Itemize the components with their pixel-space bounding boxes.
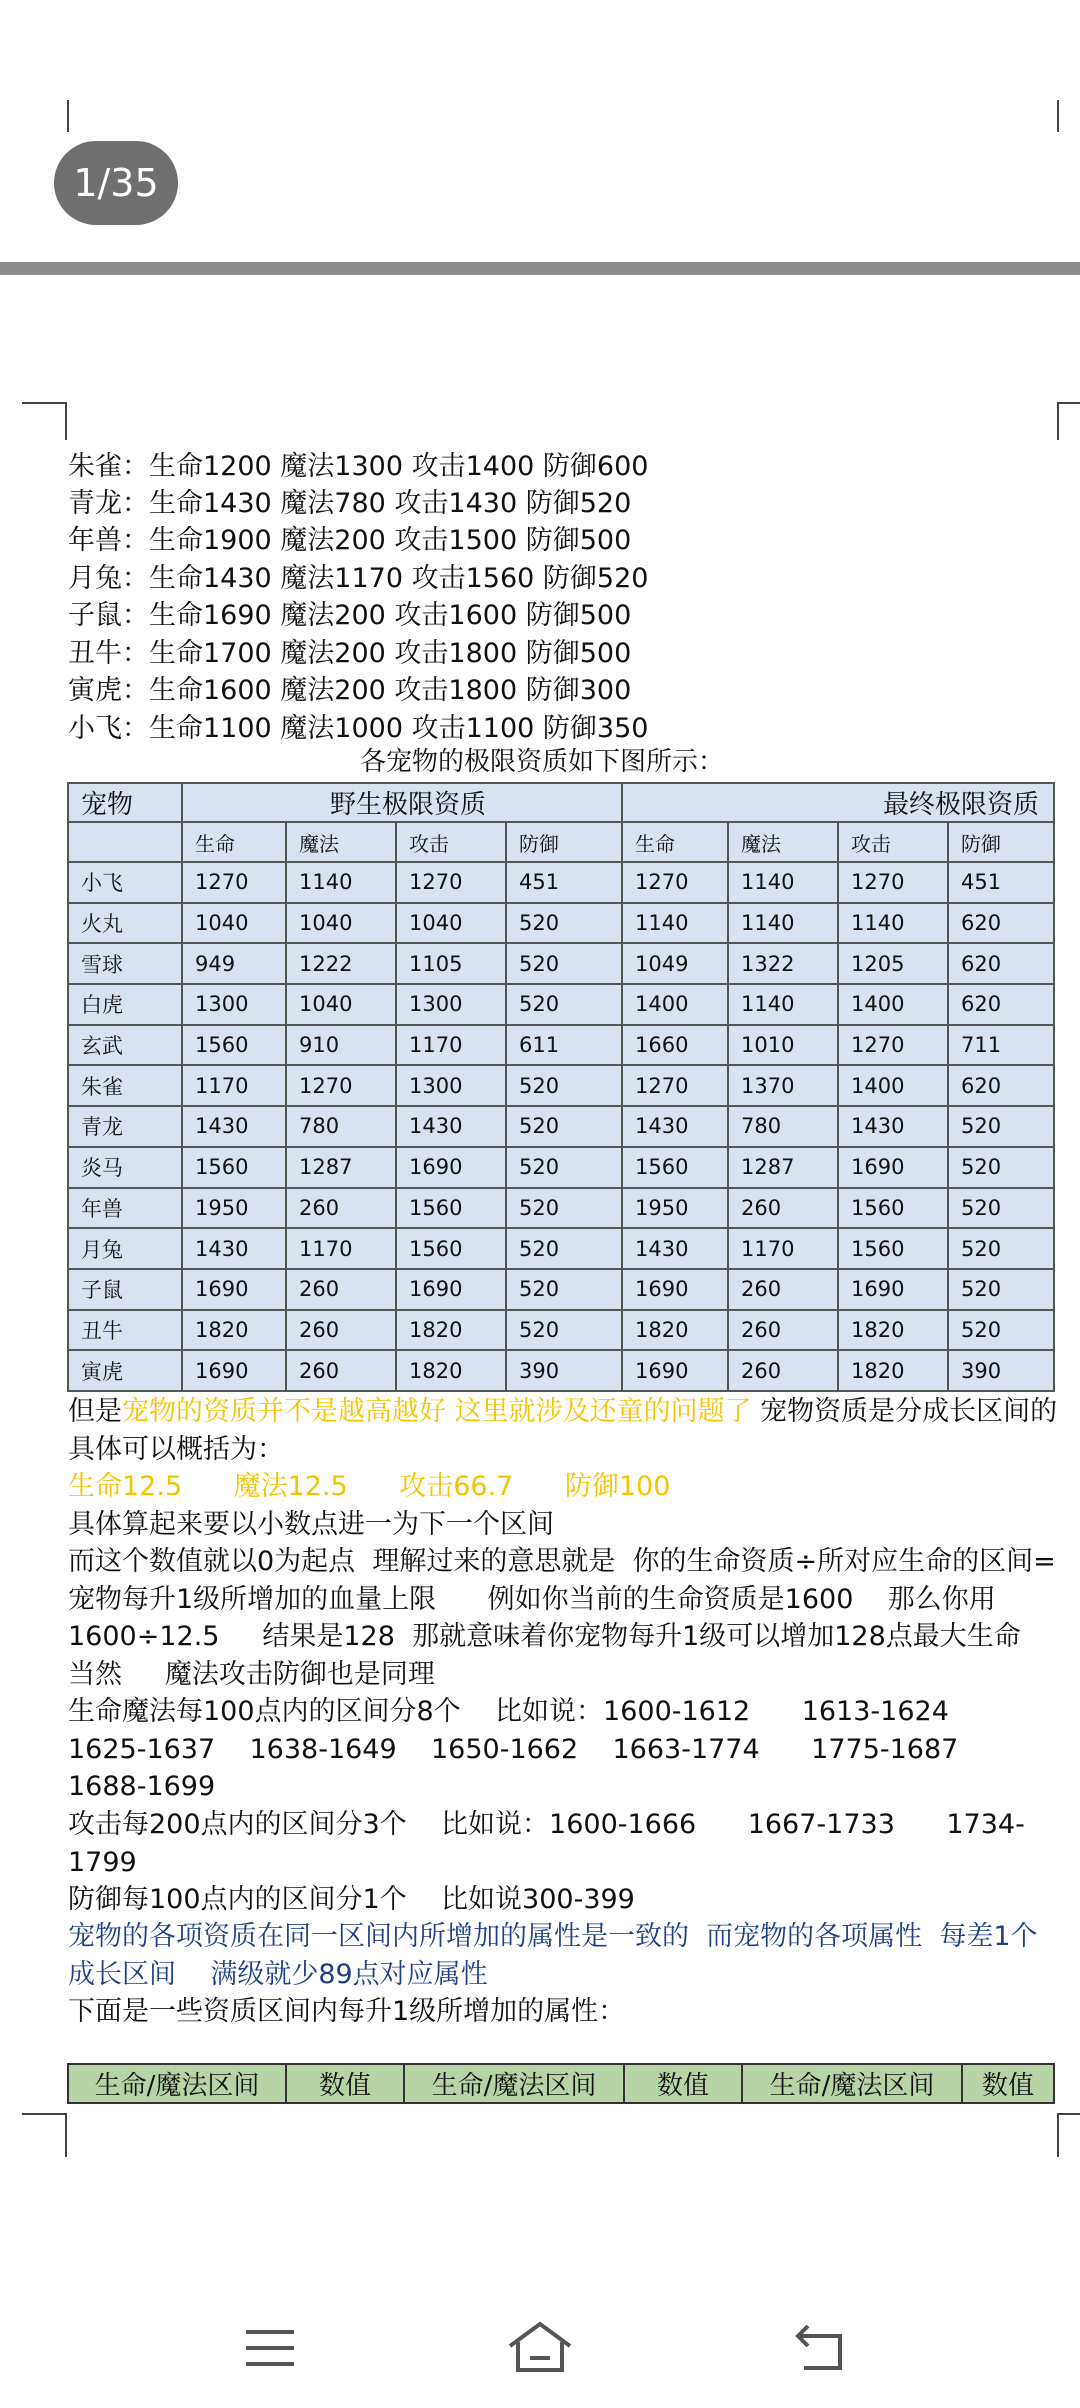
text-span: 宠物资质是分成长区间的 具体可以概括为： [68,1396,1058,1465]
value-cell: 260 [728,1269,838,1310]
pet-name-cell: 月兔 [68,1228,182,1269]
value-cell: 711 [948,1025,1054,1066]
paragraph: 下面是一些资质区间内每升1级所增加的属性： [68,1996,626,2027]
column-header: 数值 [286,2064,404,2103]
paragraph: 生命魔法每100点内的区间分8个 比如说：1600-1612 1613-1624 1625-1637 1638-1649 1650-1662 1663-1774 1775-1687 1688-1699 [68,1696,993,1802]
value-cell: 390 [948,1350,1054,1391]
column-header: 生命/魔法区间 [68,2064,286,2103]
value-cell: 1270 [622,862,728,903]
pet-name-cell: 寅虎 [68,1350,182,1391]
crop-mark [67,100,69,132]
value-cell: 1950 [182,1188,286,1229]
value-cell: 1300 [396,1065,506,1106]
value-cell: 1040 [286,903,396,944]
value-cell: 1140 [286,862,396,903]
paragraph [68,1393,1058,1468]
value-cell: 1690 [622,1269,728,1310]
value-cell: 520 [948,1106,1054,1147]
value-cell: 620 [948,984,1054,1025]
table-row [68,1065,1054,1106]
value-cell: 620 [948,903,1054,944]
value-cell: 1400 [622,984,728,1025]
value-cell: 1322 [728,943,838,984]
stats-line: 朱雀：生命1200 魔法1300 攻击1400 防御600 [68,451,649,482]
value-cell: 520 [506,1188,622,1229]
sub-header: 防御 [948,822,1054,862]
text-span: 但是 [68,1396,122,1427]
page-divider [0,262,1080,275]
value-cell: 1170 [182,1065,286,1106]
stats-line: 月兔：生命1430 魔法1170 攻击1560 防御520 [68,563,649,594]
stats-line: 青龙：生命1430 魔法780 攻击1430 防御520 [68,488,632,519]
value-cell: 520 [948,1228,1054,1269]
value-cell: 451 [948,862,1054,903]
paragraph: 攻击每200点内的区间分3个 比如说：1600-1666 1667-1733 1734-1799 [68,1809,1025,1878]
value-cell: 1400 [838,1065,948,1106]
value-cell: 1170 [286,1228,396,1269]
value-cell: 611 [506,1025,622,1066]
value-cell: 1560 [396,1188,506,1229]
pet-name-cell: 玄武 [68,1025,182,1066]
value-cell: 520 [506,943,622,984]
value-cell: 1820 [182,1310,286,1351]
crop-mark [65,402,67,440]
value-cell: 1140 [838,903,948,944]
crop-mark [1057,402,1080,404]
table-row [68,903,1054,944]
page-indicator[interactable]: 1/35 [54,141,178,225]
final-header: 最终极限资质 [622,783,1054,822]
sub-header: 生命 [182,822,286,862]
paragraph: 而这个数值就以0为起点 理解过来的意思就是 你的生命资质÷所对应生命的区间=宠物每升1级所增加的血量上限 例如你当前的生命资质是1600 那么你用1600÷12.5 结果是128 那就意味着你宠物每升1级可以增加128点最大生命 当然 魔法攻击防御也是同理 [68,1546,1064,1690]
value-cell: 1690 [396,1147,506,1188]
stats-line: 小飞：生命1100 魔法1000 攻击1100 防御350 [68,713,649,744]
stats-line: 年兽：生命1900 魔法200 攻击1500 防御500 [68,525,632,556]
value-cell: 1820 [622,1310,728,1351]
table-row [68,1350,1054,1391]
value-cell: 620 [948,1065,1054,1106]
sub-header: 防御 [506,822,622,862]
pet-header: 宠物 [68,783,182,822]
table-row [68,1106,1054,1147]
crop-mark [1057,2113,1059,2157]
value-cell: 780 [286,1106,396,1147]
stats-line: 寅虎：生命1600 魔法200 攻击1800 防御300 [68,675,632,706]
value-cell: 910 [286,1025,396,1066]
value-cell: 1270 [622,1065,728,1106]
column-header: 生命/魔法区间 [742,2064,962,2103]
value-cell: 260 [728,1350,838,1391]
value-cell: 1300 [396,984,506,1025]
value-cell: 1690 [182,1269,286,1310]
value-cell: 1660 [622,1025,728,1066]
value-cell: 1820 [838,1310,948,1351]
home-icon[interactable] [504,2318,576,2378]
value-cell: 1140 [622,903,728,944]
column-header: 生命/魔法区间 [404,2064,624,2103]
highlight-paragraph: 宠物的各项资质在同一区间内所增加的属性是一致的 而宠物的各项属性 每差1个成长区间 满级就少89点对应属性 [68,1921,1038,1990]
value-cell: 520 [506,1310,622,1351]
value-cell: 520 [506,1269,622,1310]
pet-name-cell: 子鼠 [68,1269,182,1310]
crop-mark [1057,100,1059,132]
table-cell [68,822,182,862]
value-cell: 1690 [622,1350,728,1391]
value-cell: 1140 [728,903,838,944]
value-cell: 1950 [622,1188,728,1229]
crop-mark [1057,2113,1080,2115]
table-row [68,943,1054,984]
table-caption: 各宠物的极限资质如下图所示： [360,747,725,777]
value-cell: 260 [728,1188,838,1229]
value-cell: 1690 [838,1147,948,1188]
value-cell: 520 [506,1106,622,1147]
pet-name-cell: 火丸 [68,903,182,944]
value-cell: 260 [728,1310,838,1351]
value-cell: 1170 [396,1025,506,1066]
menu-icon[interactable] [238,2318,302,2378]
value-cell: 451 [506,862,622,903]
value-cell: 1430 [838,1106,948,1147]
value-cell: 1270 [396,862,506,903]
value-cell: 1820 [838,1350,948,1391]
value-cell: 1040 [182,903,286,944]
pet-name-cell: 丑牛 [68,1310,182,1351]
value-cell: 390 [506,1350,622,1391]
value-cell: 1270 [838,862,948,903]
value-cell: 1430 [182,1228,286,1269]
system-nav-bar [0,2290,1080,2408]
wild-header: 野生极限资质 [182,783,622,822]
column-header: 数值 [962,2064,1054,2103]
stats-line: 丑牛：生命1700 魔法200 攻击1800 防御500 [68,638,632,669]
pet-name-cell: 雪球 [68,943,182,984]
sub-header: 魔法 [286,822,396,862]
value-cell: 520 [948,1269,1054,1310]
value-cell: 520 [506,903,622,944]
stats-line: 子鼠：生命1690 魔法200 攻击1600 防御500 [68,600,632,631]
value-cell: 1430 [182,1106,286,1147]
highlight-text: 宠物的资质并不是越高越好 这里就涉及还童的问题了 [122,1396,752,1427]
value-cell: 520 [506,1228,622,1269]
value-cell: 260 [286,1350,396,1391]
table-row [68,1269,1054,1310]
value-cell: 1690 [182,1350,286,1391]
value-cell: 1270 [182,862,286,903]
value-cell: 520 [948,1188,1054,1229]
value-cell: 520 [948,1147,1054,1188]
value-cell: 1400 [838,984,948,1025]
pet-name-cell: 白虎 [68,984,182,1025]
table-row [68,1025,1054,1066]
value-cell: 260 [286,1269,396,1310]
pet-name-cell: 朱雀 [68,1065,182,1106]
crop-mark [1057,402,1059,440]
value-cell: 1300 [182,984,286,1025]
paragraph: 具体算起来要以小数点进一为下一个区间 [68,1509,554,1540]
value-cell: 1560 [622,1147,728,1188]
value-cell: 520 [948,1310,1054,1351]
value-cell: 949 [182,943,286,984]
value-cell: 1430 [622,1228,728,1269]
value-cell: 1560 [182,1147,286,1188]
pet-name-cell: 年兽 [68,1188,182,1229]
value-cell: 1270 [838,1025,948,1066]
value-cell: 620 [948,943,1054,984]
document-header [0,0,1080,262]
table-row [68,1147,1054,1188]
value-cell: 1040 [286,984,396,1025]
paragraph: 防御每100点内的区间分1个 比如说300-399 [68,1884,635,1915]
value-cell: 1690 [838,1269,948,1310]
value-cell: 1820 [396,1350,506,1391]
sub-header: 攻击 [838,822,948,862]
value-cell: 1040 [396,903,506,944]
value-cell: 1010 [728,1025,838,1066]
table-row [68,1310,1054,1351]
value-cell: 1287 [286,1147,396,1188]
value-cell: 1140 [728,984,838,1025]
crop-mark [65,2113,67,2157]
value-cell: 1430 [622,1106,728,1147]
crop-mark [22,2113,67,2115]
value-cell: 1820 [396,1310,506,1351]
value-cell: 1690 [396,1269,506,1310]
growth-ranges: 生命12.5 魔法12.5 攻击66.7 防御100 [68,1471,671,1502]
value-cell: 1205 [838,943,948,984]
pet-name-cell: 小飞 [68,862,182,903]
sub-header: 生命 [622,822,728,862]
value-cell: 520 [506,1147,622,1188]
value-cell: 1049 [622,943,728,984]
pet-name-cell: 青龙 [68,1106,182,1147]
value-cell: 1170 [728,1228,838,1269]
back-icon[interactable] [790,2318,854,2378]
crop-mark [22,402,67,404]
value-cell: 1370 [728,1065,838,1106]
pet-name-cell: 炎马 [68,1147,182,1188]
sub-header: 魔法 [728,822,838,862]
value-cell: 1560 [396,1228,506,1269]
value-cell: 1560 [838,1188,948,1229]
column-header: 数值 [624,2064,742,2103]
table-row [68,984,1054,1025]
value-cell: 1270 [286,1065,396,1106]
table-row [68,862,1054,903]
attribute-range-table [67,2063,1055,2104]
value-cell: 1105 [396,943,506,984]
pet-aptitude-table [67,782,1055,1392]
value-cell: 1140 [728,862,838,903]
value-cell: 260 [286,1188,396,1229]
value-cell: 260 [286,1310,396,1351]
value-cell: 520 [506,1065,622,1106]
value-cell: 1222 [286,943,396,984]
table-row [68,1188,1054,1229]
value-cell: 1430 [396,1106,506,1147]
sub-header: 攻击 [396,822,506,862]
value-cell: 780 [728,1106,838,1147]
value-cell: 1560 [182,1025,286,1066]
value-cell: 520 [506,984,622,1025]
table-row [68,1228,1054,1269]
value-cell: 1287 [728,1147,838,1188]
value-cell: 1560 [838,1228,948,1269]
